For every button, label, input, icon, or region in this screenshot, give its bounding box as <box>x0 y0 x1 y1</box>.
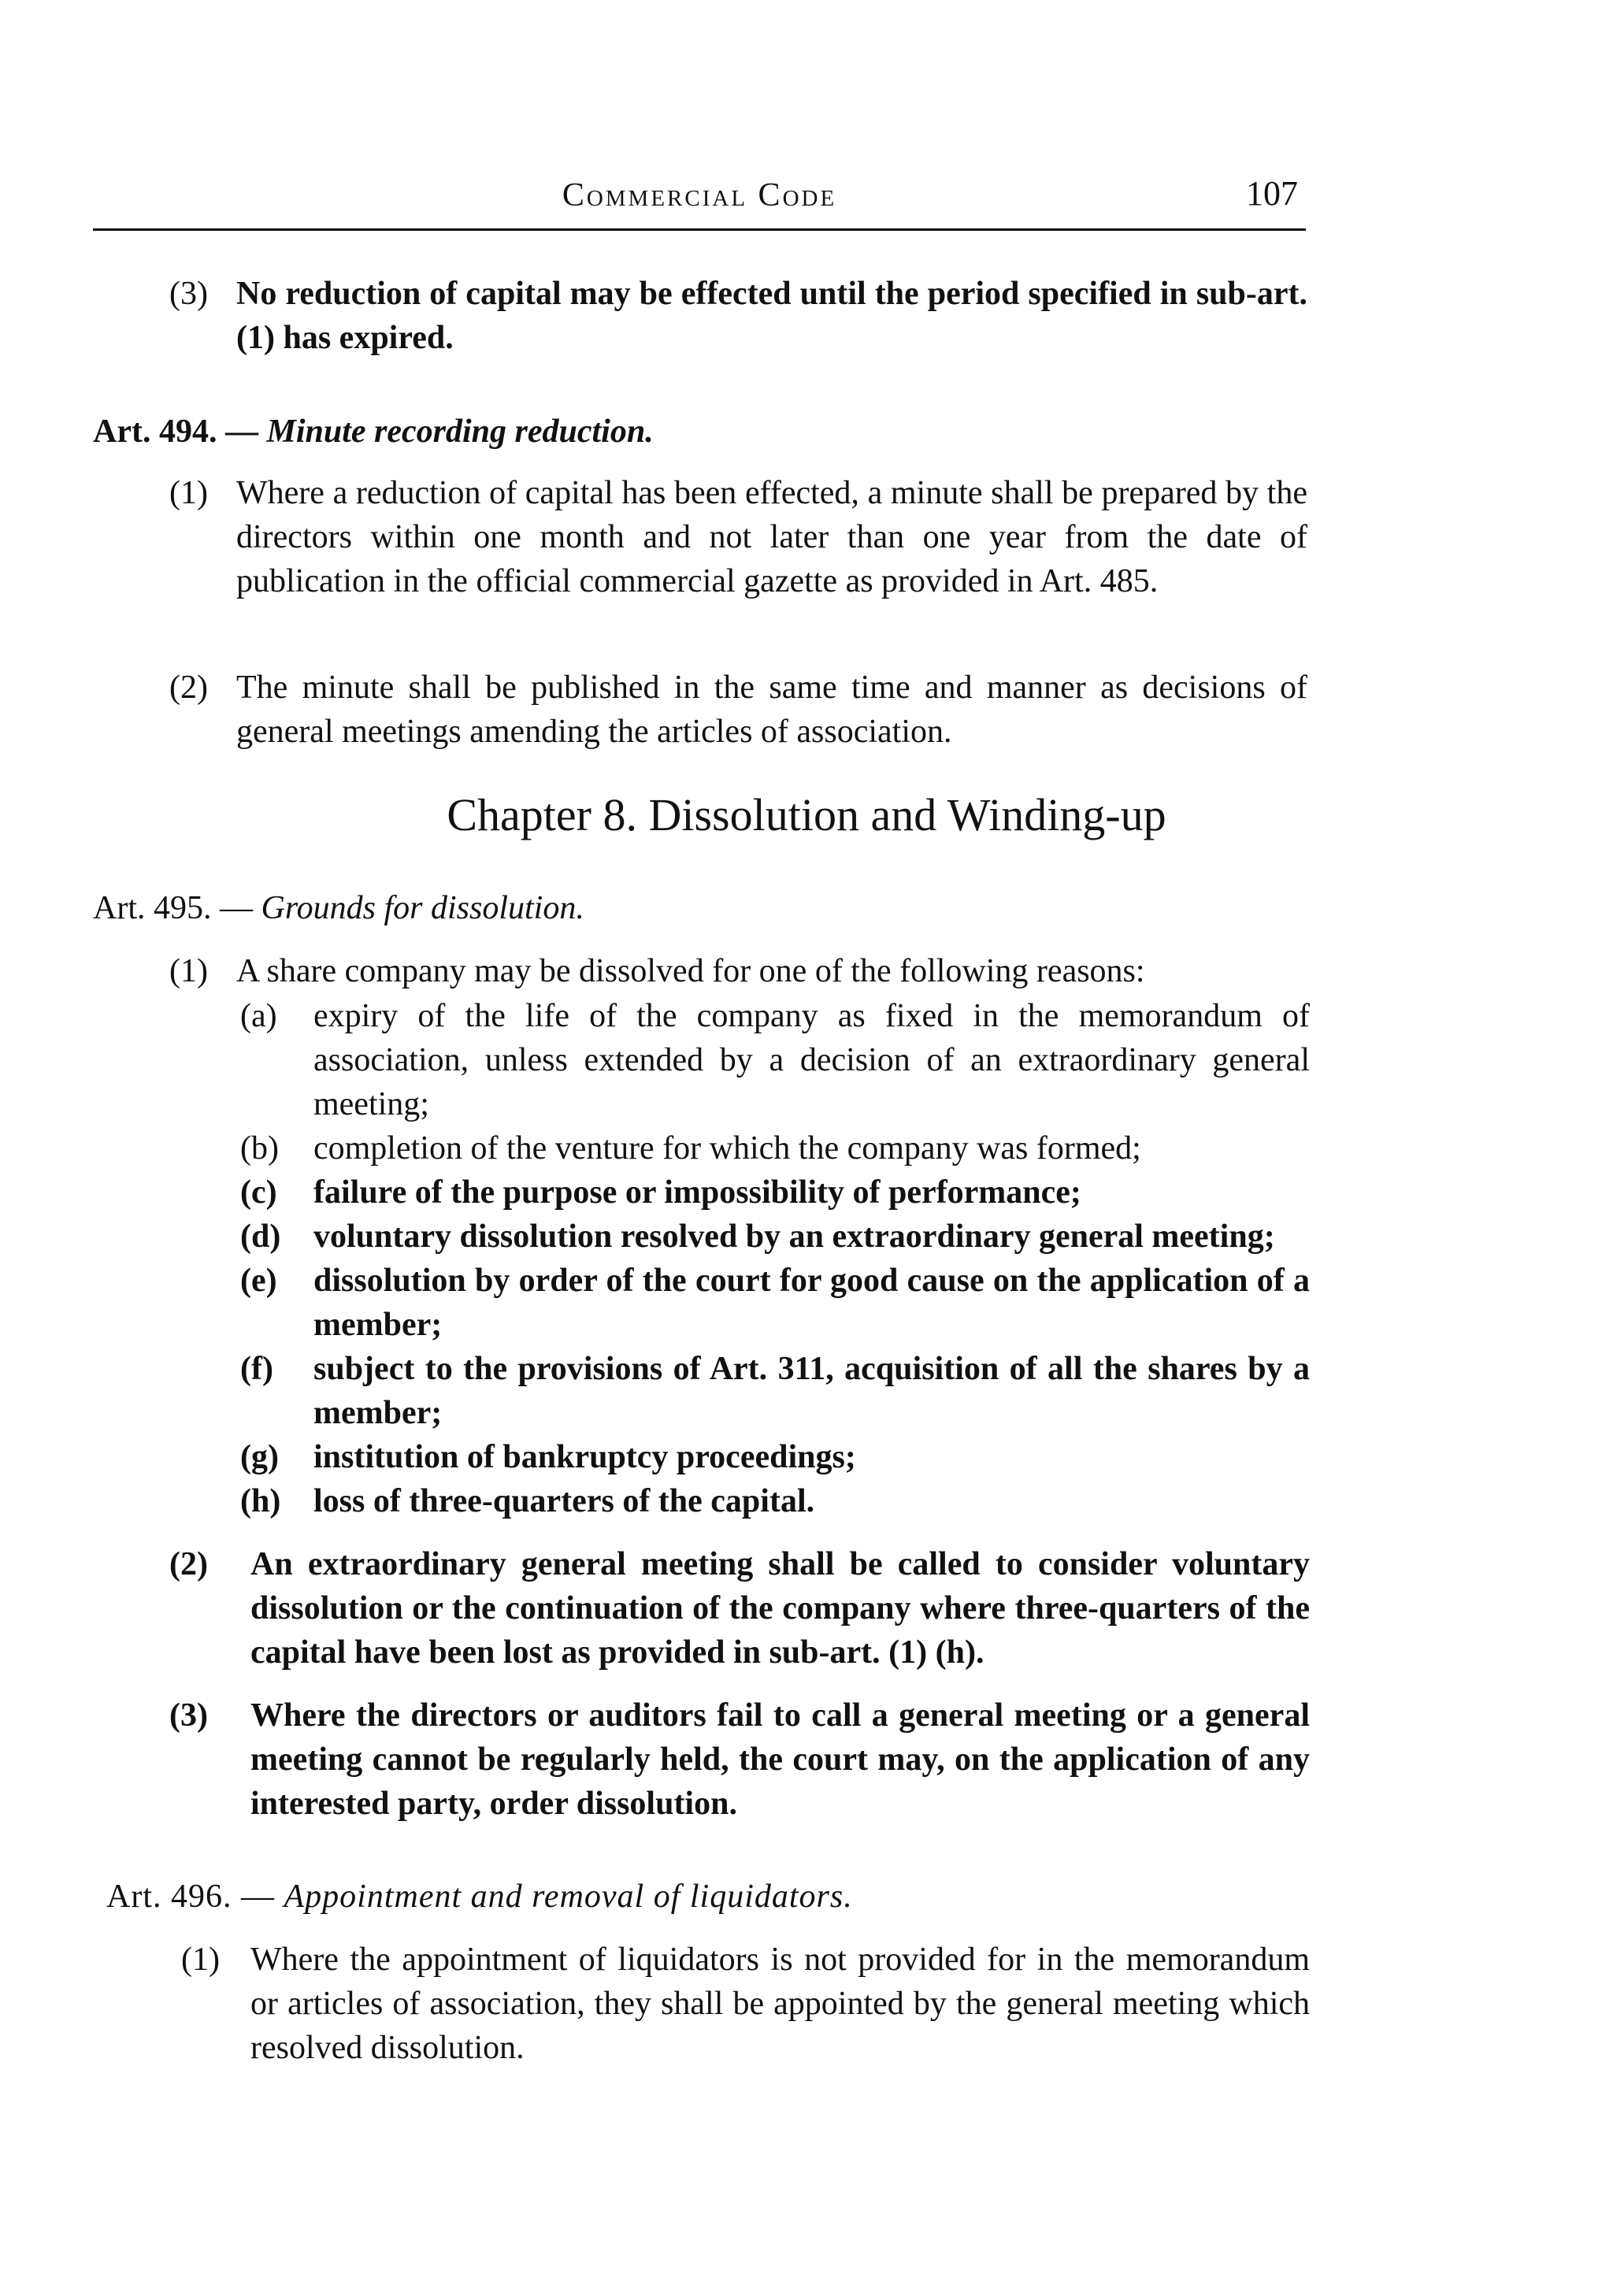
paragraph-number: (3) <box>169 276 208 312</box>
list-item-label: (f) <box>240 1351 273 1387</box>
list-item-label: (e) <box>240 1263 277 1299</box>
paragraph-number: (1) <box>169 953 208 989</box>
paragraph-text: No reduction of capital may be effected until the period specified in sub-art. (1) has expired. <box>236 276 1307 356</box>
paragraph-text: An extraordinary general meeting shall be called to consider voluntary dissolution or the continuation of the company where three-quarters of the capital have been lost as provided in sub-art. (1) (h). <box>250 1546 1310 1671</box>
list-item-text: subject to the provisions of Art. 311, acquisition of all the shares by a member; <box>313 1351 1310 1431</box>
paragraph-text: A share company may be dissolved for one of the following reasons: <box>236 953 1145 989</box>
list-item-text: expiry of the life of the company as fixed in the memorandum of association, unless extended by a decision of an extraordinary general meeting; <box>313 998 1310 1122</box>
list-item-label: (a) <box>240 998 277 1034</box>
page-number: 107 <box>1246 174 1298 213</box>
list-item-label: (d) <box>240 1218 281 1255</box>
list-item-text: failure of the purpose or impossibility of performance; <box>313 1174 1081 1211</box>
chapter-heading: Chapter 8. Dissolution and Winding-up <box>447 789 1166 840</box>
article-title: Minute recording reduction. <box>266 414 654 450</box>
article-number: Art. 495. <box>93 890 212 926</box>
list-item-text: loss of three-quarters of the capital. <box>313 1483 815 1519</box>
list-item-label: (b) <box>240 1130 279 1167</box>
article-dash: — <box>241 1879 275 1915</box>
article-heading-494 <box>93 410 654 454</box>
paragraph-number: (1) <box>169 475 208 511</box>
paragraph-number: (3) <box>169 1697 208 1734</box>
paragraph-number: (2) <box>169 1546 208 1582</box>
page-header <box>93 169 1306 224</box>
list-item-label: (g) <box>240 1439 279 1475</box>
article-title: Grounds for dissolution. <box>261 890 584 926</box>
list-item-text: voluntary dissolution resolved by an extraordinary general meeting; <box>313 1218 1275 1255</box>
paragraph-text: Where a reduction of capital has been effected, a minute shall be prepared by the directors within one month and not later than one year from the date of publication in the official commercial gazette as provided in Art. 485. <box>236 475 1307 599</box>
header-rule <box>93 228 1306 231</box>
paragraph-text: The minute shall be published in the same time and manner as decisions of general meetings amending the articles of association. <box>236 670 1307 750</box>
list-item-text: completion of the venture for which the company was formed; <box>313 1130 1141 1167</box>
paragraph-number: (1) <box>181 1942 220 1978</box>
article-number: Art. 494. <box>93 414 217 450</box>
paragraph-number: (2) <box>169 670 208 706</box>
article-dash: — <box>220 890 253 926</box>
running-title: Commercial Code <box>562 177 837 213</box>
article-title: Appointment and removal of liquidators. <box>284 1879 853 1915</box>
list-item-text: dissolution by order of the court for good cause on the application of a member; <box>313 1263 1310 1343</box>
article-dash: — <box>224 414 258 450</box>
article-number: Art. 496. <box>106 1879 232 1915</box>
paragraph-text: Where the directors or auditors fail to call a general meeting or a general meeting cannot be regularly held, the court may, on the application of any interested party, order dissolution. <box>250 1697 1310 1822</box>
paragraph-text: Where the appointment of liquidators is not provided for in the memorandum or articles of association, they shall be appointed by the general meeting which resolved dissolution. <box>250 1942 1310 2066</box>
list-item-label: (h) <box>240 1483 281 1519</box>
list-item-label: (c) <box>240 1174 277 1211</box>
article-heading-495 <box>93 886 584 930</box>
list-item-text: institution of bankruptcy proceedings; <box>313 1439 856 1475</box>
article-heading-496 <box>106 1875 853 1919</box>
